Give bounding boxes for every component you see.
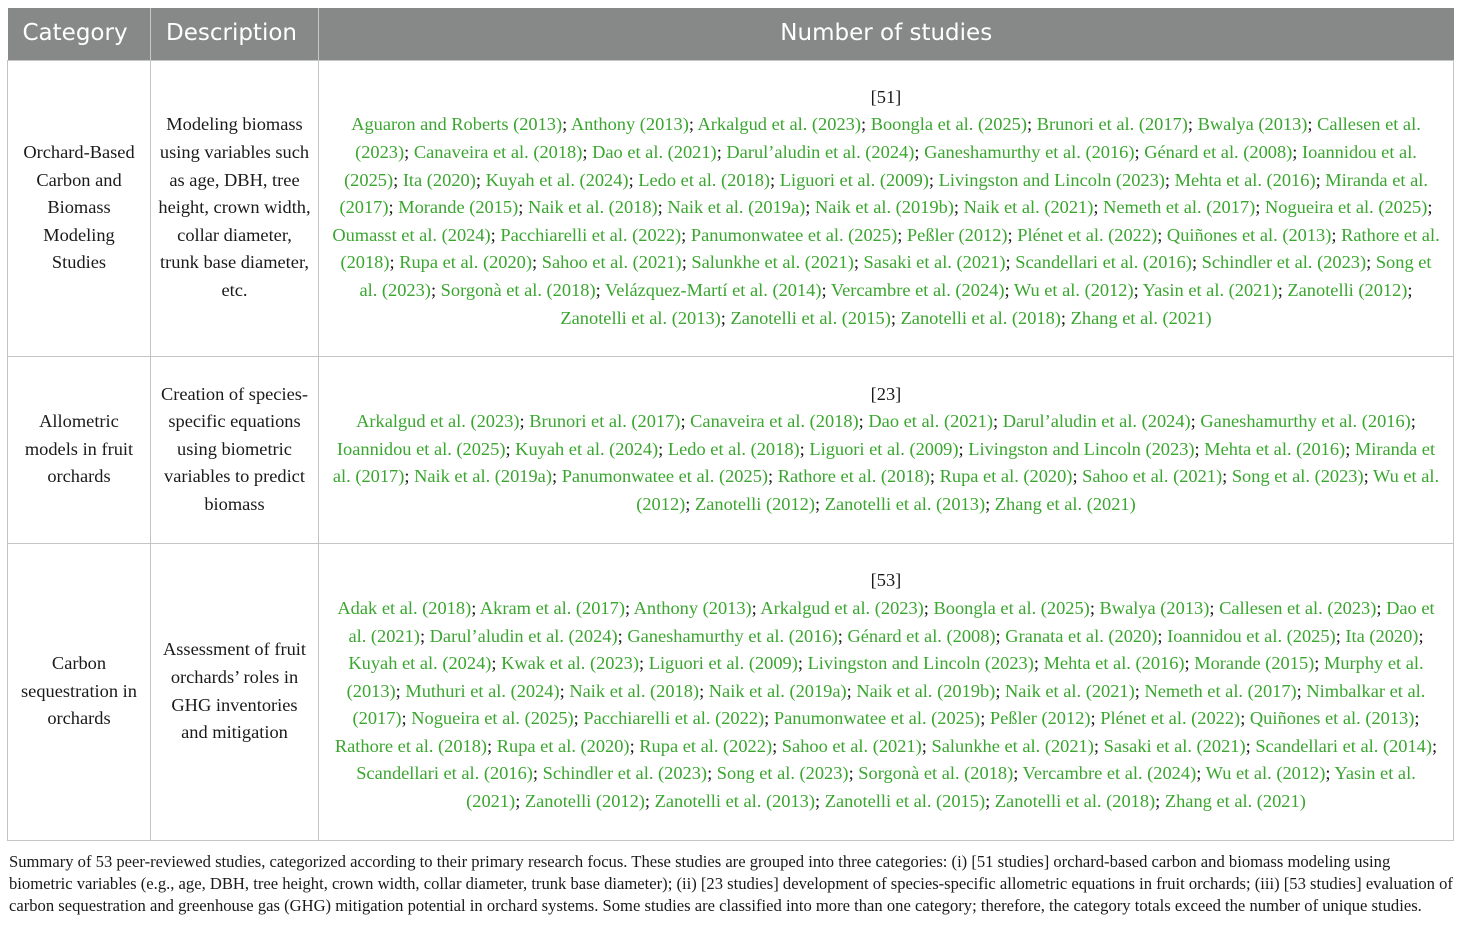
reference-separator: ; [1325, 763, 1335, 784]
reference-separator: ; [515, 791, 525, 812]
reference-link[interactable]: Zanotelli et al. (2018) [994, 791, 1156, 812]
reference-link[interactable]: Adak et al. (2018) [337, 597, 472, 618]
reference-separator: ; [582, 142, 593, 163]
reference-separator: ; [958, 438, 969, 459]
studies-table [7, 8, 1454, 841]
reference-separator: ; [1184, 653, 1195, 674]
reference-link[interactable]: Liguori et al. (2009) [648, 653, 798, 674]
reference-link[interactable]: Ita (2020) [1345, 625, 1419, 646]
reference-link[interactable]: Nogueira et al. (2025) [411, 708, 574, 729]
reference-link[interactable]: Quiñones et al. (2013) [1166, 224, 1332, 245]
reference-separator: ; [1005, 252, 1016, 273]
reference-link[interactable]: Rathore et al. (2018) [777, 466, 930, 487]
reference-separator: ; [1292, 142, 1302, 163]
reference-link[interactable]: Vercambre et al. (2024) [830, 279, 1005, 300]
category-cell: Orchard-Based Carbon and Biomass Modeling Studies [8, 60, 151, 356]
reference-link[interactable]: Dao et al. (2021) [868, 411, 993, 432]
reference-separator: ; [993, 411, 1003, 432]
reference-link[interactable]: Akram et al. (2017) [479, 597, 625, 618]
reference-separator: ; [921, 735, 932, 756]
reference-link[interactable]: Ita (2020) [402, 169, 476, 190]
reference-link[interactable]: Liguori et al. (2009) [779, 169, 929, 190]
reference-separator: ; [562, 114, 571, 135]
reference-separator: ; [853, 252, 864, 273]
header-description: Description [151, 8, 319, 60]
reference-separator: ; [644, 791, 655, 812]
reference-list [332, 114, 1439, 327]
reference-separator: ; [505, 438, 516, 459]
reference-separator: ; [1307, 114, 1318, 135]
reference-separator: ; [595, 279, 605, 300]
reference-separator: ; [764, 708, 774, 729]
reference-link[interactable]: Ledo et al. (2018) [667, 438, 800, 459]
reference-link[interactable]: Ledo et al. (2018) [638, 169, 771, 190]
reference-separator: ; [624, 597, 634, 618]
reference-link[interactable]: Wu et al. (2012) [1013, 279, 1134, 300]
description-cell: Modeling biomass using variables such as age, DBH, tree height, crown width, collar diameter, trunk base diameter, etc. [151, 60, 319, 356]
reference-link[interactable]: Naik et al. (2021) [1005, 680, 1135, 701]
reference-link[interactable]: Kuyah et al. (2024) [348, 653, 492, 674]
reference-separator: ; [1033, 653, 1044, 674]
reference-link[interactable]: Yasin et al. (2021) [466, 763, 1416, 812]
reference-link[interactable]: Ganeshamurthy et al. (2016) [1200, 411, 1411, 432]
reference-link[interactable]: Sahoo et al. (2021) [1082, 466, 1223, 487]
reference-separator: ; [681, 252, 692, 273]
reference-separator: ; [1240, 708, 1250, 729]
reference-link[interactable]: Aguaron and Roberts (2013) [351, 114, 563, 135]
reference-separator: ; [639, 653, 649, 674]
reference-link[interactable]: Rathore et al. (2018) [340, 224, 1440, 273]
reference-link[interactable]: Bwalya (2013) [1197, 114, 1308, 135]
reference-link[interactable]: Schindler et al. (2023) [542, 763, 708, 784]
reference-separator: ; [1072, 466, 1083, 487]
reference-separator: ; [707, 763, 717, 784]
reference-separator: ; [1007, 224, 1018, 245]
category-cell: Carbon sequestration in orchards [8, 543, 151, 840]
reference-link[interactable]: Ioannidou et al. (2025) [336, 438, 506, 459]
studies-cell [319, 356, 1454, 543]
table-body [8, 60, 1454, 840]
reference-link[interactable]: Arkalgud et al. (2023) [356, 411, 520, 432]
reference-separator: ; [389, 252, 400, 273]
reference-separator: ; [1427, 197, 1433, 218]
reference-link[interactable]: Naik et al. (2018) [527, 197, 658, 218]
reference-link[interactable]: Song et al. (2023) [716, 763, 849, 784]
reference-link[interactable]: Liguori et al. (2009) [809, 438, 959, 459]
reference-separator: ; [1331, 224, 1342, 245]
reference-separator: ; [751, 597, 761, 618]
reference-link[interactable]: Arkalgud et al. (2023) [760, 597, 924, 618]
reference-separator: ; [1209, 597, 1220, 618]
reference-link[interactable]: Plénet et al. (2022) [1017, 224, 1158, 245]
reference-separator: ; [805, 197, 815, 218]
reference-link[interactable]: Sahoo et al. (2021) [541, 252, 682, 273]
reference-separator: ; [1414, 708, 1420, 729]
reference-separator: ; [846, 680, 857, 701]
reference-link[interactable]: Kuyah et al. (2024) [485, 169, 629, 190]
reference-separator: ; [1004, 279, 1014, 300]
reference-link[interactable]: Zanotelli (2012) [524, 791, 645, 812]
reference-link[interactable]: Anthony (2013) [633, 597, 752, 618]
studies-cell [319, 543, 1454, 840]
table-row [8, 356, 1454, 543]
reference-separator: ; [519, 411, 530, 432]
reference-separator: ; [401, 708, 412, 729]
reference-separator: ; [404, 466, 415, 487]
reference-link[interactable]: Sasaki et al. (2021) [1103, 735, 1246, 756]
reference-separator: ; [890, 307, 901, 328]
reference-separator: ; [1134, 680, 1145, 701]
reference-link[interactable]: Song et al. (2023) [359, 252, 1432, 300]
reference-link[interactable]: Panumonwatee et al. (2025) [561, 466, 769, 487]
reference-link[interactable]: Zanotelli et al. (2015) [824, 791, 986, 812]
reference-separator: ; [1335, 625, 1346, 646]
study-count: [53] [870, 570, 902, 591]
reference-link[interactable]: Nemeth et al. (2017) [1103, 197, 1256, 218]
reference-separator: ; [1093, 735, 1104, 756]
reference-separator: ; [1187, 114, 1198, 135]
reference-link[interactable]: Zanotelli (2012) [694, 493, 815, 514]
reference-separator: ; [821, 279, 831, 300]
reference-separator: ; [1410, 411, 1416, 432]
reference-separator: ; [923, 597, 934, 618]
reference-link[interactable]: Sasaki et al. (2021) [863, 252, 1006, 273]
reference-link[interactable]: Anthony (2013) [570, 114, 689, 135]
reference-separator: ; [688, 114, 698, 135]
reference-separator: ; [419, 625, 430, 646]
reference-separator: ; [471, 597, 480, 618]
reference-separator: ; [837, 625, 848, 646]
reference-separator: ; [617, 625, 628, 646]
reference-list [333, 411, 1439, 514]
reference-separator: ; [985, 791, 995, 812]
reference-link[interactable]: Sorgonà et al. (2018) [858, 763, 1014, 784]
reference-separator: ; [720, 307, 731, 328]
study-count: [51] [870, 86, 902, 107]
reference-separator: ; [680, 411, 691, 432]
reference-link[interactable]: Darul’aludin et al. (2024) [429, 625, 618, 646]
reference-link[interactable]: Pacchiarelli et al. (2022) [583, 708, 765, 729]
reference-link[interactable]: Callesen et al. (2023) [1219, 597, 1377, 618]
reference-link[interactable]: Boongla et al. (2025) [933, 597, 1090, 618]
reference-link[interactable]: Génard et al. (2008) [1144, 142, 1293, 163]
reference-separator: ; [914, 142, 925, 163]
reference-link[interactable]: Zanotelli et al. (2018) [900, 307, 1061, 328]
reference-link[interactable]: Song et al. (2023) [1231, 466, 1364, 487]
reference-separator: ; [490, 224, 501, 245]
reference-separator: ; [532, 252, 542, 273]
reference-link[interactable]: Naik et al. (2019b) [815, 197, 954, 218]
reference-separator: ; [658, 438, 668, 459]
reference-link[interactable]: Salunkhe et al. (2021) [691, 252, 854, 273]
reference-link[interactable]: Naik et al. (2019a) [414, 466, 552, 487]
reference-link[interactable]: Vercambre et al. (2024) [1022, 763, 1197, 784]
reference-separator: ; [848, 763, 859, 784]
reference-separator: ; [815, 791, 825, 812]
reference-link[interactable]: Miranda et al. (2017) [332, 438, 1436, 487]
reference-separator: ; [699, 680, 709, 701]
reference-separator: ; [393, 169, 403, 190]
reference-link[interactable]: Rupa et al. (2020) [399, 252, 533, 273]
reference-link[interactable]: Nimbalkar et al. (2017) [352, 680, 1426, 729]
reference-link[interactable]: Rupa et al. (2020) [939, 466, 1073, 487]
reference-separator: ; [487, 735, 497, 756]
reference-separator: ; [1013, 763, 1023, 784]
reference-separator: ; [430, 279, 441, 300]
study-count: [23] [870, 383, 902, 404]
reference-link[interactable]: Peßler (2012) [989, 708, 1091, 729]
reference-separator: ; [388, 197, 399, 218]
reference-separator: ; [1157, 625, 1168, 646]
reference-separator: ; [858, 411, 869, 432]
reference-link[interactable]: Salunkhe et al. (2021) [931, 735, 1094, 756]
reference-separator: ; [797, 653, 808, 674]
reference-separator: ; [1345, 438, 1355, 459]
reference-separator: ; [551, 466, 562, 487]
reference-separator: ; [559, 680, 570, 701]
reference-separator: ; [1245, 735, 1256, 756]
reference-link[interactable]: Canaveira et al. (2018) [413, 142, 583, 163]
reference-separator: ; [772, 735, 782, 756]
reference-separator: ; [573, 708, 584, 729]
reference-separator: ; [1191, 252, 1202, 273]
reference-link[interactable]: Panumonwatee et al. (2025) [690, 224, 898, 245]
reference-link[interactable]: Oumasst et al. (2024) [332, 224, 491, 245]
reference-separator: ; [657, 197, 668, 218]
reference-link[interactable]: Ganeshamurthy et al. (2016) [924, 142, 1135, 163]
reference-link[interactable]: Darul’aludin et al. (2024) [726, 142, 915, 163]
reference-separator: ; [928, 169, 939, 190]
reference-link[interactable]: Scandellari et al. (2016) [1015, 252, 1192, 273]
reference-link[interactable]: Boongla et al. (2025) [870, 114, 1027, 135]
header-row [8, 8, 1454, 60]
reference-link[interactable]: Mehta et al. (2016) [1043, 653, 1185, 674]
reference-link[interactable]: Zhang et al. (2021) [994, 493, 1136, 514]
reference-link[interactable]: Schindler et al. (2023) [1201, 252, 1367, 273]
reference-link[interactable]: Naik et al. (2019a) [667, 197, 806, 218]
reference-link[interactable]: Zhang et al. (2021) [1164, 791, 1306, 812]
reference-separator: ; [629, 735, 640, 756]
reference-link[interactable]: Morande (2015) [398, 197, 519, 218]
table-row [8, 60, 1454, 356]
reference-separator: ; [1155, 791, 1165, 812]
reference-link[interactable]: Zanotelli et al. (2013) [654, 791, 815, 812]
studies-cell [319, 60, 1454, 356]
reference-link[interactable]: Zhang et al. (2021) [1070, 307, 1212, 328]
table-caption: Summary of 53 peer-reviewed studies, categorized according to their primary research focus. These studies are grouped into three categories: (i) [51 studies] orchard-based carbon and biomass modeling using biometric variables (e.g., age, DBH, tree height, crown width, collar diameter, trunk base diameter); (ii) [23 studies] development of species-specific allometric equations in fruit orchards; (iii) [53 studies] evaluation of carbon sequestration and greenhouse gas (GHG) mitigation potential in orchard systems. Some studies are classified into more than one category; therefore, the category totals exceed the number of unique studies. [9, 851, 1453, 915]
reference-separator: ; [929, 466, 940, 487]
reference-separator: ; [770, 169, 780, 190]
reference-separator: ; [1376, 597, 1387, 618]
reference-link[interactable]: Murphy et al. (2013) [346, 653, 1424, 701]
reference-link[interactable]: Yasin et al. (2021) [1142, 279, 1278, 300]
header-number-of-studies: Number of studies [319, 8, 1454, 60]
reference-link[interactable]: Rathore et al. (2018) [334, 735, 488, 756]
reference-link[interactable]: Zanotelli et al. (2015) [730, 307, 891, 328]
reference-separator: ; [1255, 197, 1265, 218]
reference-link[interactable]: Wu et al. (2012) [636, 466, 1440, 514]
category-cell: Allometric models in fruit orchards [8, 356, 151, 543]
reference-link[interactable]: Arkalgud et al. (2023) [697, 114, 861, 135]
reference-separator: ; [1164, 169, 1175, 190]
reference-link[interactable]: Livingston and Lincoln (2023) [968, 438, 1195, 459]
reference-link[interactable]: Wu et al. (2012) [1205, 763, 1326, 784]
reference-link[interactable]: Livingston and Lincoln (2023) [938, 169, 1165, 190]
reference-link[interactable]: Naik et al. (2018) [569, 680, 700, 701]
reference-link[interactable]: Mehta et al. (2016) [1204, 438, 1346, 459]
reference-separator: ; [1157, 224, 1167, 245]
reference-separator: ; [768, 466, 778, 487]
reference-separator: ; [716, 142, 727, 163]
reference-link[interactable]: Quiñones et al. (2013) [1249, 708, 1415, 729]
reference-separator: ; [995, 680, 1006, 701]
reference-link[interactable]: Naik et al. (2021) [963, 197, 1094, 218]
reference-link[interactable]: Rupa et al. (2022) [639, 735, 773, 756]
reference-link[interactable]: Sahoo et al. (2021) [781, 735, 922, 756]
reference-link[interactable]: Nemeth et al. (2017) [1144, 680, 1297, 701]
table-header [8, 8, 1454, 60]
reference-separator: ; [1277, 279, 1288, 300]
reference-separator: ; [953, 197, 964, 218]
reference-separator: ; [1090, 708, 1101, 729]
reference-separator: ; [1196, 763, 1206, 784]
reference-separator: ; [897, 224, 907, 245]
reference-link[interactable]: Sorgonà et al. (2018) [440, 279, 596, 300]
reference-separator: ; [1026, 114, 1037, 135]
reference-link[interactable]: Livingston and Lincoln (2023) [807, 653, 1034, 674]
reference-link[interactable]: Nogueira et al. (2025) [1264, 197, 1428, 218]
reference-link[interactable]: Dao et al. (2021) [592, 142, 717, 163]
reference-link[interactable]: Ganeshamurthy et al. (2016) [627, 625, 838, 646]
reference-separator: ; [491, 653, 502, 674]
reference-link[interactable]: Muthuri et al. (2024) [405, 680, 560, 701]
reference-link[interactable]: Darul’aludin et al. (2024) [1002, 411, 1191, 432]
reference-separator: ; [1366, 252, 1376, 273]
reference-separator: ; [518, 197, 528, 218]
reference-separator: ; [685, 493, 695, 514]
reference-link[interactable]: Mehta et al. (2016) [1174, 169, 1316, 190]
reference-link[interactable]: Ioannidou et al. (2025) [1167, 625, 1336, 646]
reference-separator: ; [1093, 197, 1104, 218]
reference-link[interactable]: Ioannidou et al. (2025) [344, 142, 1417, 190]
reference-link[interactable]: Velázquez-Martí et al. (2014) [604, 279, 822, 300]
reference-link[interactable]: Plénet et al. (2022) [1100, 708, 1241, 729]
description-cell: Creation of species-specific equations using biometric variables to predict biomass [151, 356, 319, 543]
reference-link[interactable]: Granata et al. (2020) [1005, 625, 1158, 646]
reference-separator: ; [532, 763, 543, 784]
reference-separator: ; [1363, 466, 1373, 487]
reference-link[interactable]: Naik et al. (2019b) [856, 680, 996, 701]
reference-separator: ; [404, 142, 414, 163]
table-row [8, 543, 1454, 840]
reference-link[interactable]: Pacchiarelli et al. (2022) [500, 224, 682, 245]
reference-link[interactable]: Scandellari et al. (2014) [1255, 735, 1432, 756]
reference-link[interactable]: Bwalya (2013) [1099, 597, 1210, 618]
reference-link[interactable]: Canaveira et al. (2018) [690, 411, 859, 432]
reference-separator: ; [985, 493, 995, 514]
reference-link[interactable]: Dao et al. (2021) [348, 597, 1435, 646]
reference-link[interactable]: Kwak et al. (2023) [501, 653, 639, 674]
reference-link[interactable]: Naik et al. (2019a) [708, 680, 847, 701]
reference-link[interactable]: Panumonwatee et al. (2025) [773, 708, 981, 729]
reference-link[interactable]: Brunori et al. (2017) [529, 411, 681, 432]
description-cell: Assessment of fruit orchards’ roles in GHG inventories and mitigation [151, 543, 319, 840]
reference-separator: ; [1194, 438, 1205, 459]
reference-link[interactable]: Morande (2015) [1194, 653, 1315, 674]
reference-separator: ; [1222, 466, 1232, 487]
reference-separator: ; [1432, 735, 1438, 756]
reference-link[interactable]: Zanotelli et al. (2013) [560, 307, 721, 328]
reference-separator: ; [799, 438, 810, 459]
reference-separator: ; [681, 224, 691, 245]
reference-separator: ; [995, 625, 1006, 646]
reference-link[interactable]: Zanotelli et al. (2013) [824, 493, 986, 514]
reference-separator: ; [1315, 169, 1326, 190]
reference-separator: ; [980, 708, 990, 729]
reference-link[interactable]: Miranda et al. (2017) [339, 169, 1428, 218]
reference-separator: ; [475, 169, 486, 190]
reference-link[interactable]: Peßler (2012) [906, 224, 1008, 245]
reference-link[interactable]: Génard et al. (2008) [847, 625, 996, 646]
reference-link[interactable]: Scandellari et al. (2016) [356, 763, 533, 784]
reference-separator: ; [815, 493, 825, 514]
reference-separator: ; [1418, 625, 1424, 646]
reference-separator: ; [1060, 307, 1071, 328]
reference-separator: ; [395, 680, 406, 701]
reference-link[interactable]: Rupa et al. (2020) [496, 735, 630, 756]
header-category: Category [8, 8, 151, 60]
reference-list [335, 598, 1437, 811]
reference-separator: ; [1314, 653, 1324, 674]
reference-separator: ; [1089, 597, 1100, 618]
reference-separator: ; [1133, 279, 1143, 300]
document-page [7, 8, 1453, 917]
reference-separator: ; [1407, 279, 1413, 300]
reference-link[interactable]: Zanotelli (2012) [1287, 279, 1408, 300]
reference-separator: ; [1190, 411, 1201, 432]
reference-separator: ; [860, 114, 871, 135]
reference-link[interactable]: Brunori et al. (2017) [1036, 114, 1188, 135]
reference-separator: ; [1134, 142, 1145, 163]
reference-link[interactable]: Kuyah et al. (2024) [515, 438, 659, 459]
reference-link[interactable]: Callesen et al. (2023) [355, 114, 1421, 163]
reference-separator: ; [1296, 680, 1307, 701]
reference-separator: ; [628, 169, 639, 190]
